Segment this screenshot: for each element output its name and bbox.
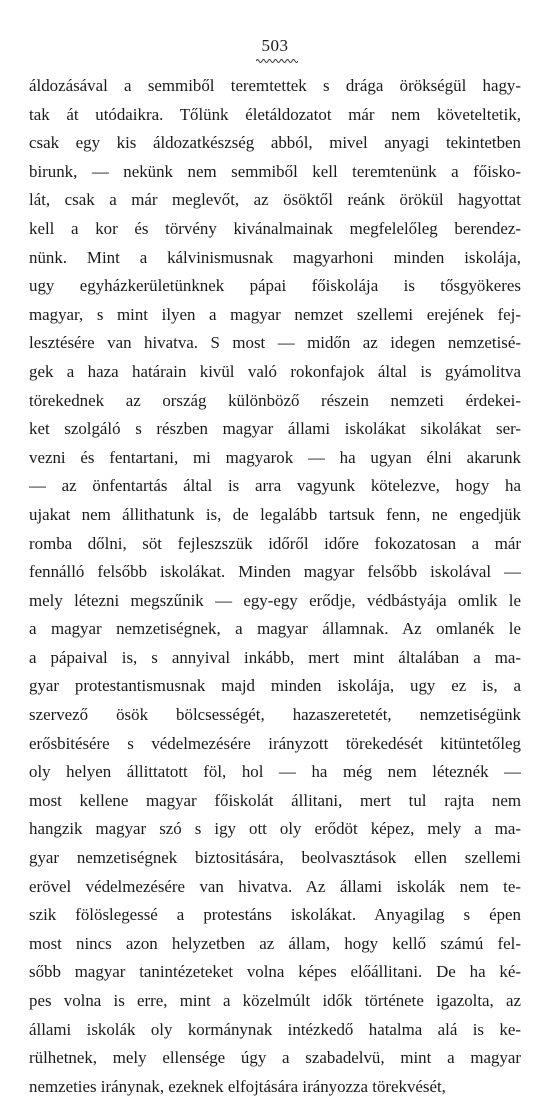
text-line: szik fölöslegessé a protestáns iskolákat. Anyagilag s épen	[29, 905, 521, 925]
text-line: tak át utódaikra. Tőlünk életáldozatot már nem követeltetik,	[29, 104, 521, 124]
text-line: birunk, — nekünk nem semmiből kell teremtenünk a főisko-	[29, 161, 521, 181]
text-line: — az önfentartás által is arra vagyunk kötelezve, hogy ha	[29, 476, 521, 496]
text-line: kell a kor és törvény kivánalmainak megfelelőleg berendez-	[29, 218, 521, 238]
text-line: hangzik magyar szó s igy ott oly erődöt képez, mely a ma-	[29, 819, 521, 839]
text-line: lesztésére van hivatva. S most — midőn az idegen nemzetisé-	[29, 333, 521, 353]
page-number: 503	[261, 36, 289, 55]
text-line: ugy egyházkerületünknek pápai főiskolája is tősgyökeres	[29, 276, 521, 296]
text-line: törekednek az ország különböző részein nemzeti érdekei-	[29, 390, 521, 410]
text-line: most kellene magyar főiskolát állitani, mert tul rajta nem	[29, 790, 521, 810]
text-line: gek a haza határain kivül való rokonfajok által is gyámolitva	[29, 361, 521, 381]
text-line: lát, csak a már meglevőt, az ösöktől reánk örökül hagyottat	[29, 190, 521, 210]
text-line: sőbb magyar tanintézeteket volna képes előállitani. De ha ké-	[29, 962, 521, 982]
text-line: pes volna is erre, mint a közelmúlt idők története igazolta, az	[29, 991, 521, 1010]
text-line: erősbitésére s védelmezésére irányzott törekedését kitüntetőleg	[29, 733, 521, 753]
text-line: csak egy kis áldozatkészség abból, mivel anyagi tekintetben	[29, 133, 521, 153]
text-line: romba dőlni, söt fejleszszük időről időre fokozatosan a már	[29, 533, 521, 553]
text-line: mely létezni megszűnik — egy-egy erődje, védbástyája omlik le	[29, 590, 521, 610]
text-line: szervező ösök bölcsességét, hazaszeretetét, nemzetiségünk	[29, 705, 521, 725]
text-line: gyar nemzetiségnek biztositására, beolvasztások ellen szellemi	[29, 848, 521, 868]
text-line: ujakat nem állithatunk is, de legalább tartsuk fenn, ne engedjük	[29, 504, 521, 524]
text-line: erövel védelmezésére van hivatva. Az állami iskolák nem te-	[29, 876, 521, 896]
text-line: nemzeties iránynak, ezeknek elfojtására irányozza törekvését,	[29, 1076, 446, 1096]
text-line: fennálló felsőbb iskolákat. Minden magyar felsőbb iskolával —	[29, 562, 521, 582]
text-line: áldozásával a semmiből teremtettek s drága örökségül hagy-	[29, 76, 521, 95]
text-line: magyar, s mint ilyen a magyar nemzet szellemi erejének fej-	[29, 304, 521, 324]
text-line: a magyar nemzetiségnek, a magyar államnak. Az omlanék le	[29, 619, 521, 639]
page-number-ornament	[256, 58, 298, 64]
text-line: vezni és fentartani, mi magyarok — ha ugyan élni akarunk	[29, 447, 521, 467]
text-line: most nincs azon helyzetben az állam, hogy kellő számú fel-	[29, 933, 521, 953]
text-line: oly helyen állittatott föl, hol — ha még nem léteznék —	[29, 762, 521, 782]
text-line: a pápaival is, s annyival inkább, mert mint általában a ma-	[29, 647, 521, 667]
text-line: ket szolgáló s részben magyar állami iskolákat sikolákat ser-	[29, 419, 521, 439]
text-line: nünk. Mint a kálvinismusnak magyarhoni minden iskolája,	[29, 247, 521, 267]
text-line: rülhetnek, mely ellensége úgy a szabadelvü, mint a magyar	[29, 1048, 521, 1068]
text-line: állami iskolák oly kormánynak intézkedő hatalma alá is ke-	[29, 1019, 521, 1039]
body-text	[29, 72, 521, 1101]
text-line: gyar protestantismusnak majd minden iskolája, ugy ez is, a	[29, 676, 521, 696]
